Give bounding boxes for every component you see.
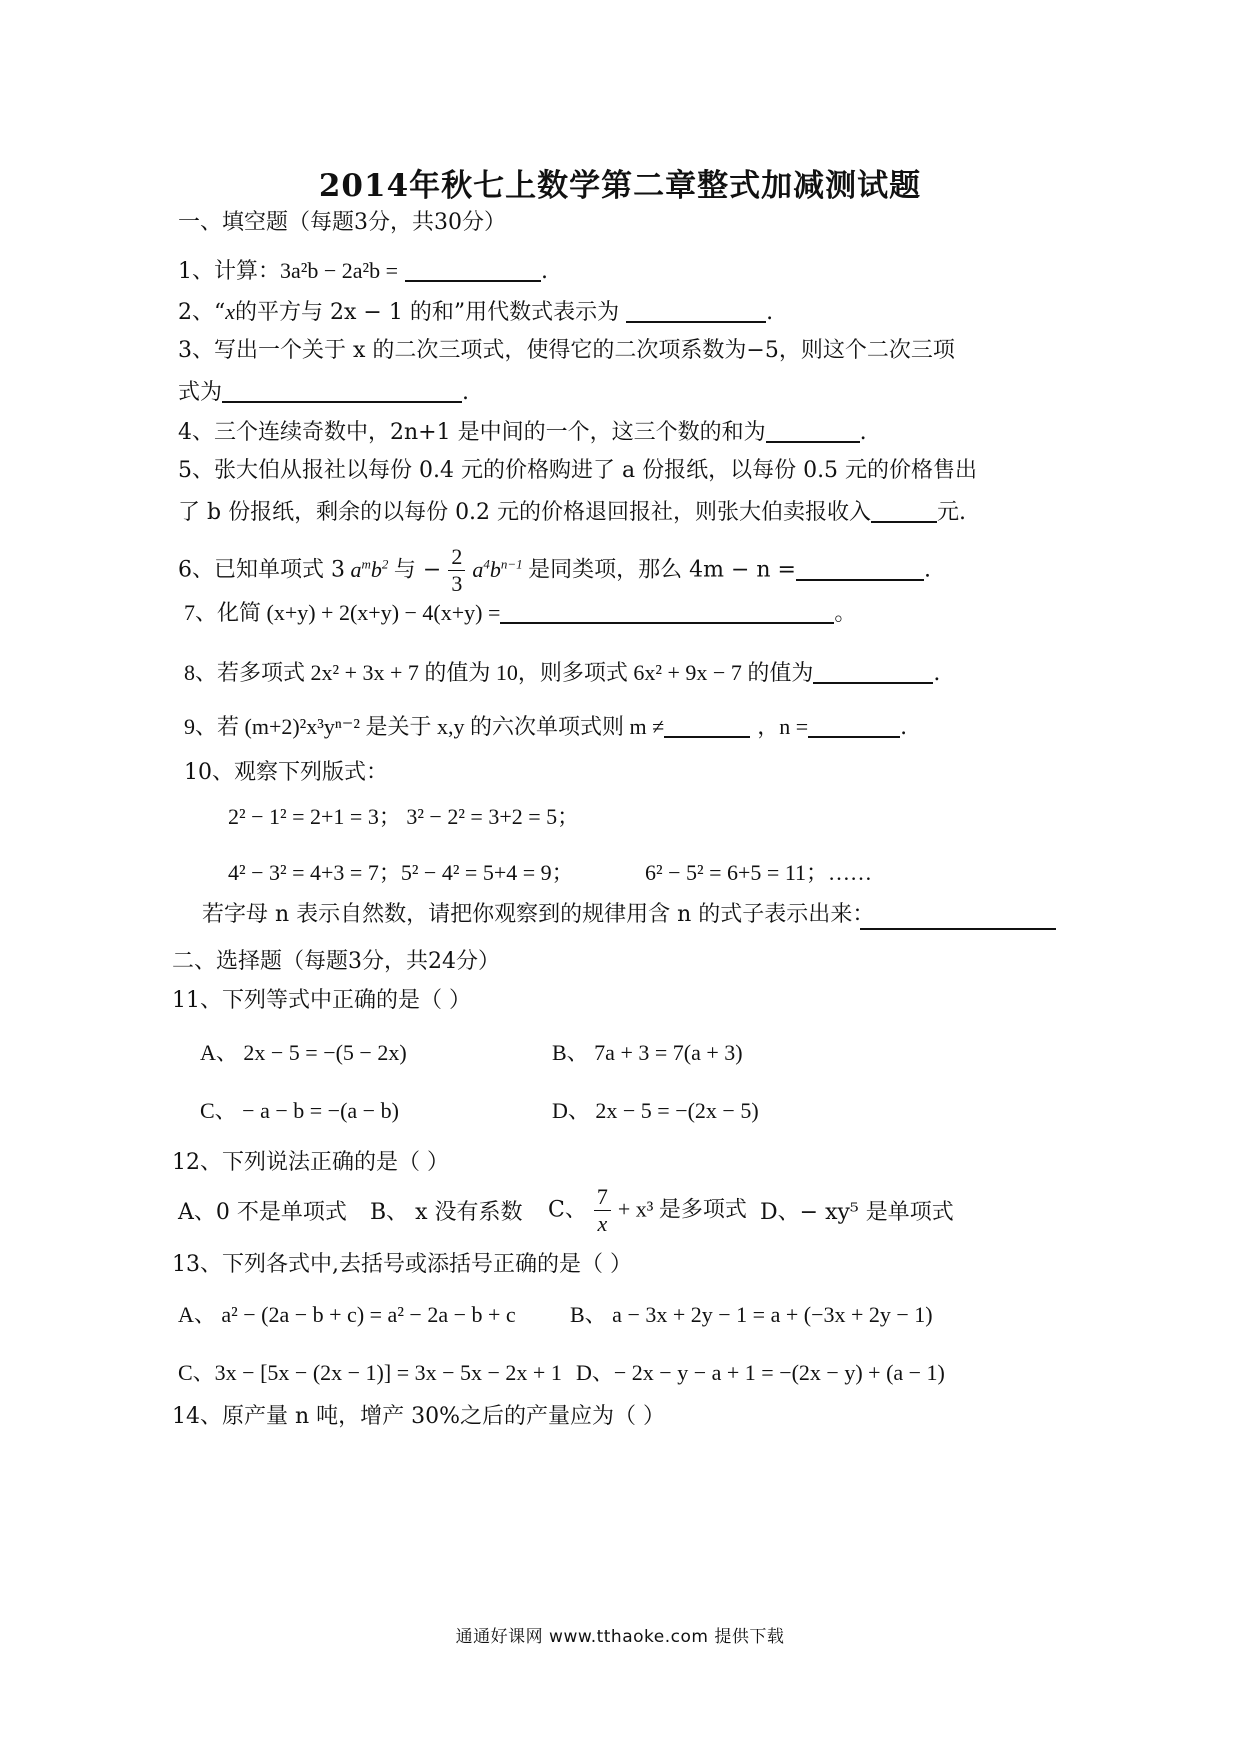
q11-option-b[interactable]: B、 7a + 3 = 7(a + 3) xyxy=(552,1040,743,1065)
question-11: 11、下列等式中正确的是（ ） xyxy=(172,988,471,1013)
pattern-row-2a: 4² − 3² = 4+3 = 7；5² − 4² = 5+4 = 9； xyxy=(228,860,574,885)
question-10-lead: 10、观察下列版式： xyxy=(184,760,388,785)
q13-option-b[interactable]: B、 a − 3x + 2y − 1 = a + (−3x + 2y − 1) xyxy=(570,1302,933,1327)
page-footer: 通通好课网 www.tthaoke.com 提供下载 xyxy=(455,1627,785,1647)
answer-blank-9-m[interactable] xyxy=(664,714,750,738)
q11-option-a[interactable]: A、 2x − 5 = −(5 − 2x) xyxy=(200,1040,407,1065)
question-5-line-2: 了 b 份报纸，剩余的以每份 0.2 元的价格退回报社，则张大伯卖报收入 元. xyxy=(178,500,967,525)
fraction-7-over-x: $\frac{7}{x}$ xyxy=(594,1186,611,1235)
question-10-ask: 若字母 n 表示自然数，请把你观察到的规律用含 n 的式子表示出来： xyxy=(202,902,875,927)
question-12: 12、下列说法正确的是（ ） xyxy=(172,1150,449,1175)
q13-option-d[interactable]: D、− 2x − y − a + 1 = −(2x − y) + (a − 1) xyxy=(576,1360,945,1385)
q13-option-a[interactable]: A、 a² − (2a − b + c) = a² − 2a − b + c xyxy=(178,1302,516,1327)
q12-option-d[interactable]: D、− xy⁵ 是单项式 xyxy=(760,1200,954,1225)
q11-option-d[interactable]: D、 2x − 5 = −(2x − 5) xyxy=(552,1098,759,1123)
section-multiple-choice: 二、选择题（每题3分，共24分） xyxy=(172,949,500,974)
question-4: 4、三个连续奇数中，2n+1 是中间的一个，这三个数的和为 . xyxy=(178,420,867,445)
pattern-row-2b: 6² − 5² = 6+5 = 11；…… xyxy=(645,860,873,885)
question-3-line-1: 3、写出一个关于 x 的二次三项式，使得它的二次项系数为−5，则这个二次三项 xyxy=(178,338,955,363)
q12-option-c[interactable]: C、 $\frac{7}{x}$ + x³ 是多项式 xyxy=(548,1184,747,1236)
q12-option-b[interactable]: B、 x 没有系数 xyxy=(370,1200,523,1225)
question-6: 6、已知单项式 3 $a^mb^2$ 与 − $\frac{2}{3}$ $a^4b^{n-1}$ 是同类项，那么 4m − n = . xyxy=(178,544,931,596)
answer-blank-4[interactable] xyxy=(766,419,860,443)
fraction-two-thirds: $\frac{2}{3}$ xyxy=(448,546,465,595)
section-fill-in: 一、填空题（每题3分，共30分） xyxy=(178,210,506,235)
question-7: 7、化简 (x+y) + 2(x+y) − 4(x+y) = 。 xyxy=(184,600,857,626)
question-3-line-2: 式为 . xyxy=(178,380,470,405)
answer-blank-3[interactable] xyxy=(222,379,462,403)
answer-blank-5[interactable] xyxy=(871,499,937,523)
page-title: 2014年秋七上数学第二章整式加减测试题 xyxy=(318,168,922,204)
question-1: 1、计算：3a²b − 2a²b = . xyxy=(178,258,549,284)
answer-blank-1[interactable] xyxy=(405,258,541,282)
answer-blank-6[interactable] xyxy=(796,557,924,581)
question-9: 9、若 (m+2)²x³yⁿ⁻² 是关于 x,y 的六次单项式则 m ≠ ，n = . xyxy=(184,714,908,740)
question-5-line-1: 5、张大伯从报社以每份 0.4 元的价格购进了 a 份报纸，以每份 0.5 元的价格售出 xyxy=(178,458,978,483)
pattern-row-1: 2² − 1² = 2+1 = 3； 3² − 2² = 3+2 = 5； xyxy=(228,804,580,829)
answer-blank-8[interactable] xyxy=(813,660,933,684)
answer-blank-2[interactable] xyxy=(626,299,766,323)
q12-option-a[interactable]: A、0 不是单项式 xyxy=(178,1200,347,1225)
q13-option-c[interactable]: C、3x − [5x − (2x − 1)] = 3x − 5x − 2x + 1 xyxy=(178,1360,562,1385)
question-13: 13、下列各式中,去括号或添括号正确的是（ ） xyxy=(172,1252,632,1277)
answer-blank-10[interactable] xyxy=(860,906,1056,930)
question-8: 8、若多项式 2x² + 3x + 7 的值为 10，则多项式 6x² + 9x − 7 的值为 . xyxy=(184,660,941,686)
answer-blank-7[interactable] xyxy=(500,600,834,624)
question-2: 2、“x的平方与 2x − 1 的和”用代数式表示为 . xyxy=(178,299,774,325)
q11-option-c[interactable]: C、 − a − b = −(a − b) xyxy=(200,1098,399,1123)
question-14: 14、原产量 n 吨，增产 30%之后的产量应为（ ） xyxy=(172,1404,666,1429)
answer-blank-9-n[interactable] xyxy=(808,714,900,738)
